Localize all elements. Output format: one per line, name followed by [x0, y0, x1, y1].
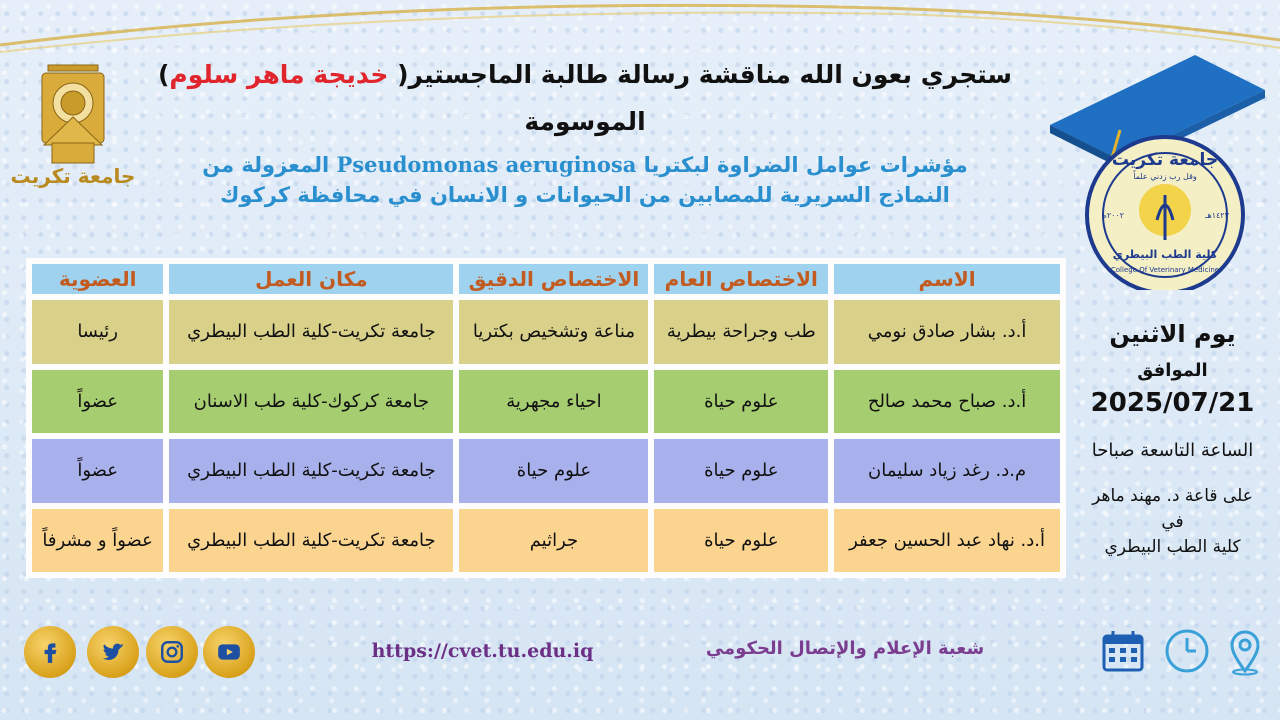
cell-precise-specialty: مناعة وتشخيص بكتريا: [459, 300, 648, 364]
cell-general-specialty: علوم حياة: [654, 370, 828, 434]
instagram-button[interactable]: [146, 626, 198, 678]
column-header-membership: العضوية: [32, 264, 163, 294]
table-header-row: [32, 264, 1060, 294]
location-pin-icon: [1220, 626, 1270, 676]
thesis-title-line-2: النماذج السريرية للمصابين من الحيوانات و الانسان في محافظة كركوك: [220, 183, 950, 208]
cell-membership: عضواً: [32, 439, 163, 503]
seal-college-ar-text: كلية الطب البيطري: [1112, 248, 1218, 261]
column-header-name: الاسم: [834, 264, 1060, 294]
column-header-general-specialty: الاختصاص العام: [654, 264, 828, 294]
calendar-icon: [1098, 626, 1148, 676]
thesis-title-line-1: [150, 150, 1020, 180]
announcement-prefix: ستجري بعون الله مناقشة رسالة طالبة الماجستير(: [397, 60, 1013, 89]
column-header-precise-specialty: الاختصاص الدقيق: [459, 264, 648, 294]
left-logo-text: جامعة تكريت: [10, 164, 136, 188]
instagram-icon: [159, 639, 185, 665]
cell-membership: عضواً و مشرفاً: [32, 509, 163, 573]
cell-workplace: جامعة تكريت-كلية الطب البيطري: [169, 509, 453, 573]
cell-workplace: جامعة تكريت-كلية الطب البيطري: [169, 300, 453, 364]
facebook-button[interactable]: [24, 626, 76, 678]
cell-workplace: جامعة تكريت-كلية الطب البيطري: [169, 439, 453, 503]
cell-general-specialty: طب وجراحة بيطرية: [654, 300, 828, 364]
college-seal-logo: [1045, 50, 1270, 290]
seal-motto-text: وقل رب زدني علماً: [1133, 172, 1197, 181]
seal-top-text: جامعة تكريت: [1111, 150, 1219, 170]
seal-year-left-text: ٢٠٠٢م: [1101, 211, 1125, 220]
cell-membership: عضواً: [32, 370, 163, 434]
media-department: شعبة الإعلام والإتصال الحكومي: [705, 638, 985, 659]
cell-workplace: جامعة كركوك-كلية طب الاسنان: [169, 370, 453, 434]
column-header-workplace: مكان العمل: [169, 264, 453, 294]
cell-name: أ.د. نهاد عبد الحسين جعفر: [834, 509, 1060, 573]
twitter-button[interactable]: [87, 626, 139, 678]
event-agreed-label: الموافق: [1137, 360, 1208, 381]
cell-name: م.د. رغد زياد سليمان: [834, 439, 1060, 503]
twitter-icon: [100, 639, 126, 665]
announcement-line-1: [150, 60, 1020, 89]
website-link[interactable]: https://cvet.tu.edu.iq: [371, 640, 594, 662]
event-hall: على قاعة د. مهند ماهر: [1092, 486, 1253, 506]
event-college: كلية الطب البيطري: [1104, 537, 1241, 557]
announcement-suffix: ): [157, 60, 170, 89]
facebook-icon: [37, 639, 63, 665]
youtube-button[interactable]: [203, 626, 255, 678]
thesis-title-part-1: مؤشرات عوامل الضراوة لبكتريا: [636, 153, 968, 177]
cell-membership: رئيسا: [32, 300, 163, 364]
seal-college-en-text: College Of Veterinary Medicine: [1110, 266, 1220, 274]
announcement-line-2: الموسومة: [524, 107, 646, 136]
cell-name: أ.د. بشار صادق نومي: [834, 300, 1060, 364]
clock-icon: [1162, 626, 1212, 676]
youtube-icon: [216, 639, 242, 665]
event-day: يوم الاثنين: [1109, 320, 1236, 348]
student-name: خديجة ماهر سلوم: [169, 60, 398, 89]
thesis-title-part-2: المعزولة من: [202, 153, 337, 177]
table-row: [32, 300, 1060, 364]
university-logo: [8, 55, 138, 190]
cell-general-specialty: علوم حياة: [654, 439, 828, 503]
table-row: [32, 439, 1060, 503]
event-in: في: [1161, 511, 1184, 532]
thesis-title: [150, 150, 1020, 211]
cell-precise-specialty: علوم حياة: [459, 439, 648, 503]
cell-name: أ.د. صباح محمد صالح: [834, 370, 1060, 434]
event-time: الساعة التاسعة صباحا: [1091, 440, 1254, 461]
table-row: [32, 370, 1060, 434]
seal-year-right-text: ١٤٢٣هـ: [1205, 211, 1229, 220]
event-location: [1070, 484, 1275, 561]
bacteria-name: Pseudomonas aeruginosa: [336, 152, 637, 177]
event-date: 2025/07/21: [1090, 388, 1255, 418]
table-row: [32, 509, 1060, 573]
cell-precise-specialty: جراثيم: [459, 509, 648, 573]
committee-table: [26, 258, 1066, 578]
cell-general-specialty: علوم حياة: [654, 509, 828, 573]
cell-precise-specialty: احياء مجهرية: [459, 370, 648, 434]
